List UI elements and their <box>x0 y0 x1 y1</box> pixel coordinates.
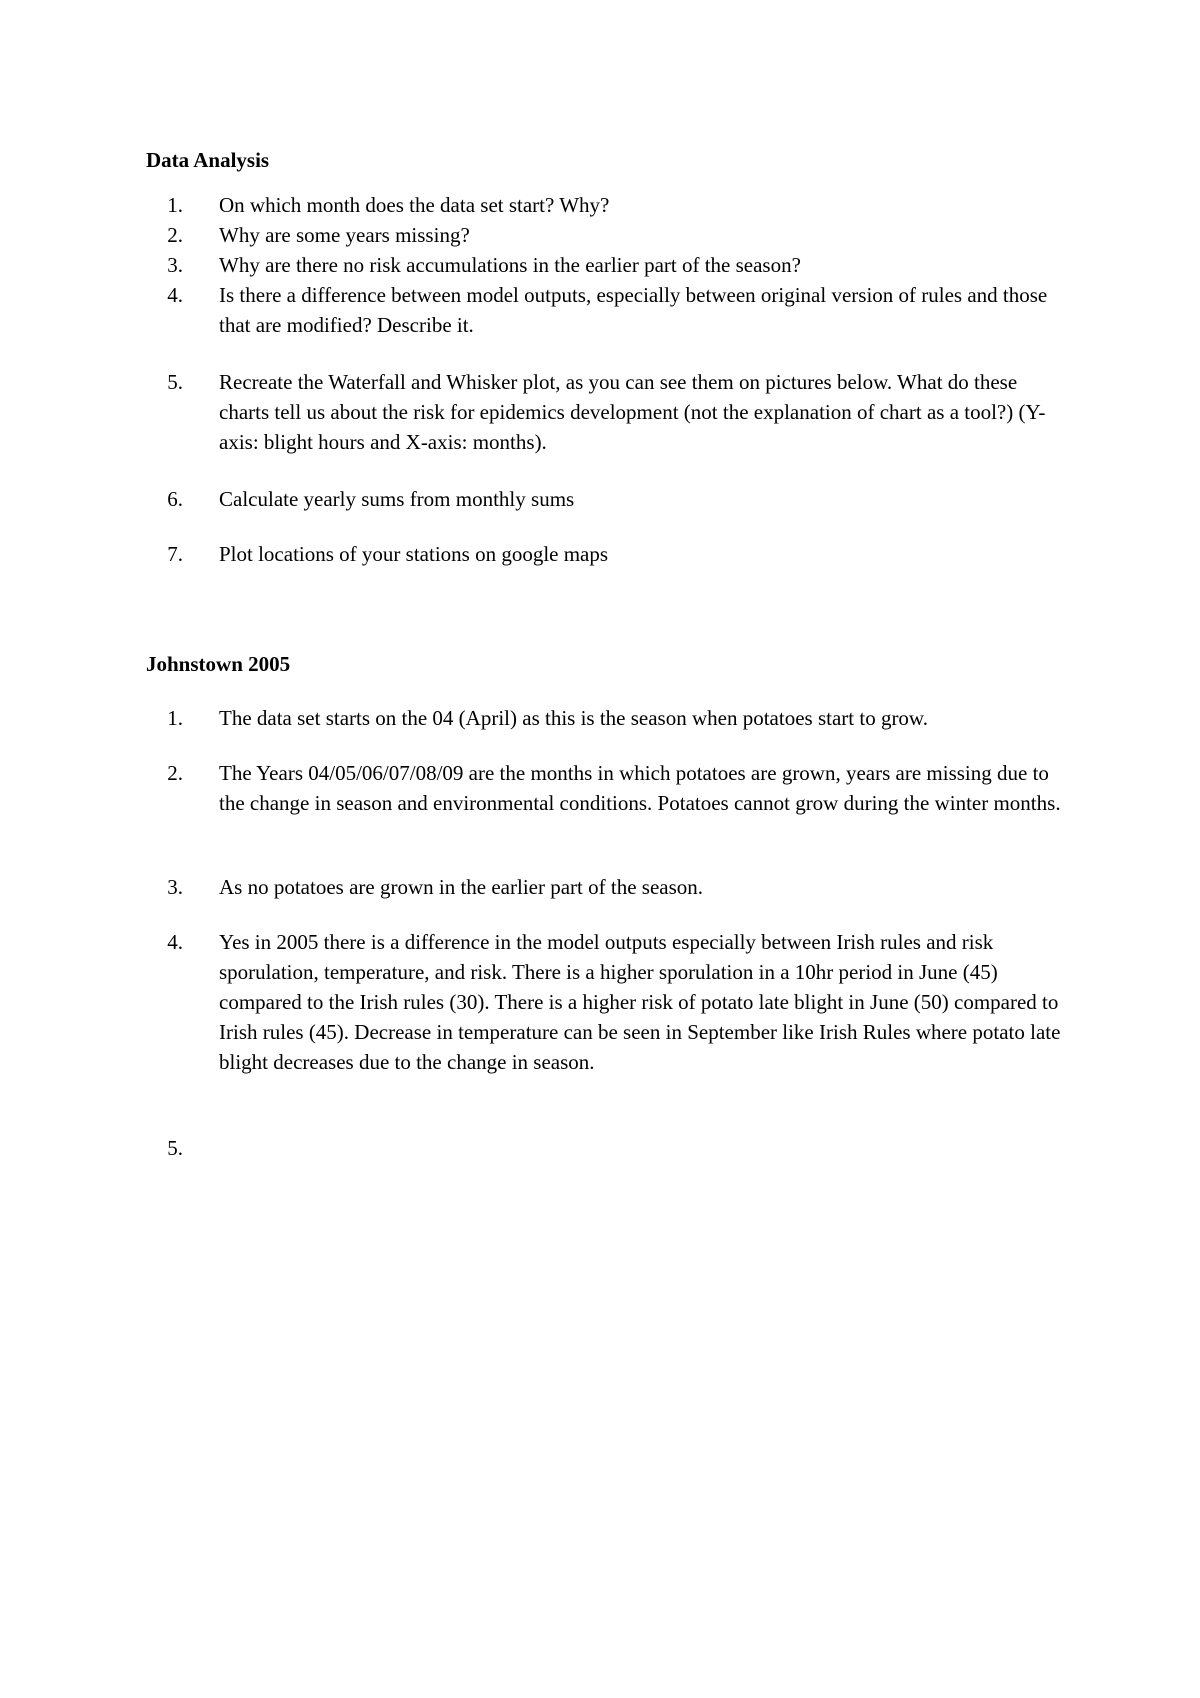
question-number: 4. <box>167 283 183 307</box>
answer-number: 3. <box>167 875 183 899</box>
question-number: 2. <box>167 223 183 247</box>
question-number: 1. <box>167 193 183 217</box>
answer-item-3 <box>146 872 1066 902</box>
question-text: Why are there no risk accumulations in the earlier part of the season? <box>219 253 801 277</box>
question-number: 7. <box>167 542 183 566</box>
question-text: Why are some years missing? <box>219 223 470 247</box>
answer-item-1 <box>146 703 1066 733</box>
answer-text: The Years 04/05/06/07/08/09 are the months in which potatoes are grown, years are missing due to the change in season and environmental conditions. Potatoes cannot grow during the winter months. <box>219 761 1061 815</box>
answer-number: 2. <box>167 761 183 785</box>
answer-text: Yes in 2005 there is a difference in the model outputs especially between Irish rules and risk sporulation, temperature, and risk. There is a higher sporulation in a 10hr period in June (45) compared to the Irish rules (30). There is a higher risk of potato late blight in June (50) compared to Irish rules (45). Decrease in temperature can be seen in September like Irish Rules where potato late blight decreases due to the change in season. <box>219 930 1061 1074</box>
question-item-2 <box>146 220 1066 250</box>
question-number: 5. <box>167 370 183 394</box>
question-item-4 <box>146 280 1066 340</box>
question-item-3 <box>146 250 1066 280</box>
answer-item-2 <box>146 758 1066 818</box>
section-heading-data-analysis: Data Analysis <box>146 148 270 172</box>
answer-number: 1. <box>167 706 183 730</box>
question-text: Recreate the Waterfall and Whisker plot, as you can see them on pictures below. What do these charts tell us about the risk for epidemics development (not the explanation of chart as a tool?) (Y-axis: blight hours and X-axis: months). <box>219 370 1046 454</box>
question-item-6 <box>146 484 1066 514</box>
question-text: Calculate yearly sums from monthly sums <box>219 487 575 511</box>
question-item-1 <box>146 190 1066 220</box>
answer-text: As no potatoes are grown in the earlier part of the season. <box>219 875 704 899</box>
question-number: 3. <box>167 253 183 277</box>
answer-number: 4. <box>167 930 183 954</box>
question-text: On which month does the data set start? Why? <box>219 193 610 217</box>
answer-item-4 <box>146 927 1066 1077</box>
question-text: Plot locations of your stations on google maps <box>219 542 609 566</box>
section-heading-johnstown-2005: Johnstown 2005 <box>146 652 291 676</box>
question-text: Is there a difference between model outputs, especially between original version of rules and those that are modified? Describe it. <box>219 283 1048 337</box>
answer-text: The data set starts on the 04 (April) as this is the season when potatoes start to grow. <box>219 706 928 730</box>
question-item-7 <box>146 539 1066 569</box>
answer-number: 5. <box>167 1136 183 1160</box>
question-item-5 <box>146 367 1066 457</box>
question-number: 6. <box>167 487 183 511</box>
